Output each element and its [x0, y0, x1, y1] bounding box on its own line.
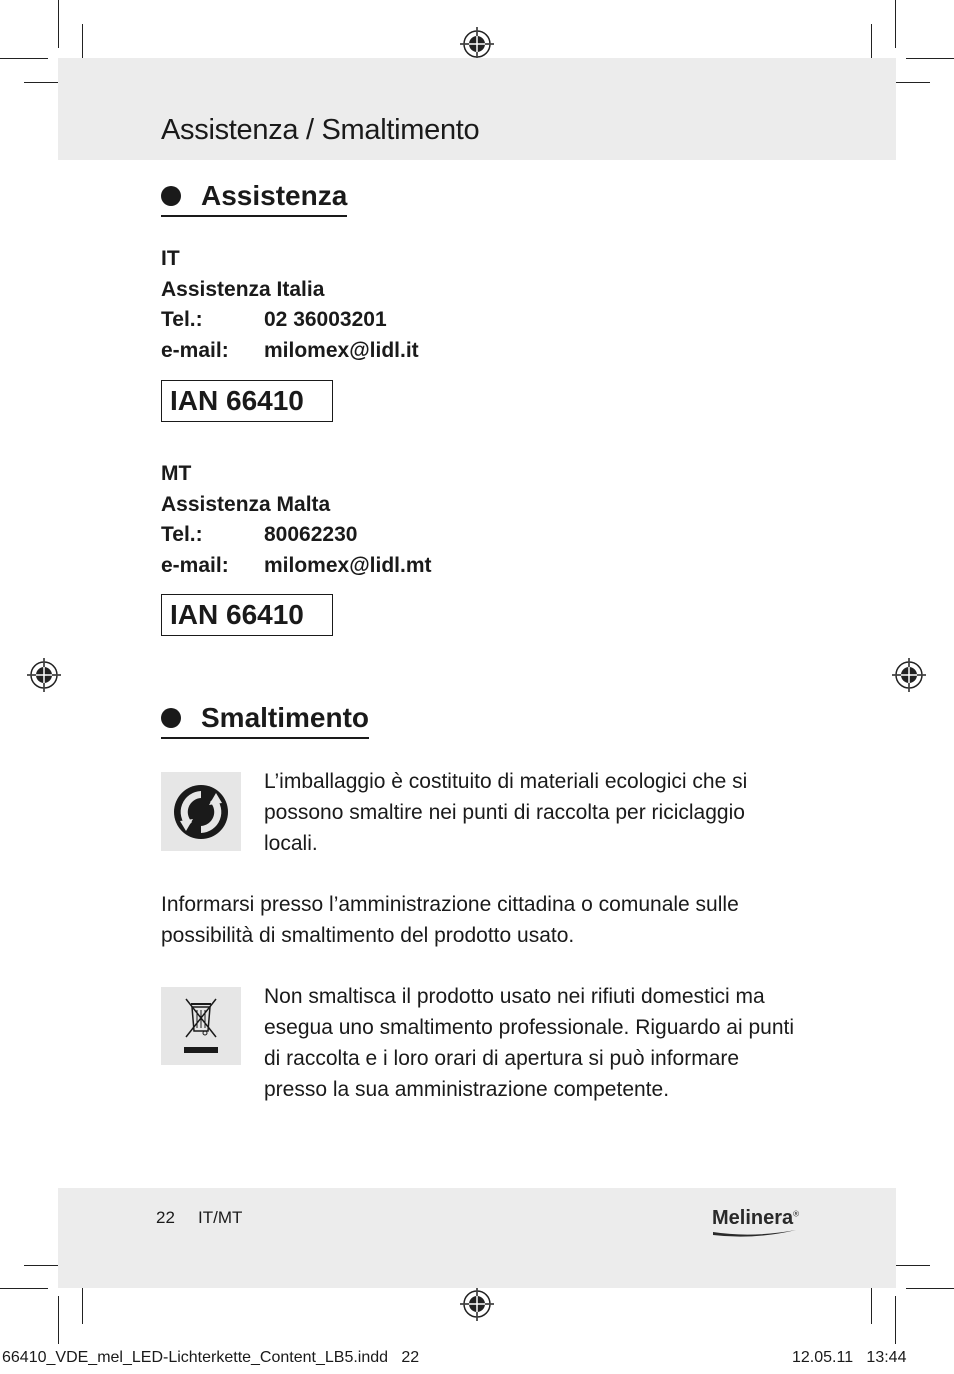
country-code: MT — [161, 462, 192, 485]
bullet-icon — [161, 186, 181, 206]
section-heading-smaltimento — [161, 702, 369, 739]
crop-mark — [906, 1288, 954, 1289]
crop-mark — [890, 1265, 930, 1266]
ian-box: IAN 66410 — [161, 380, 333, 422]
crossed-out-wheelie-bin-icon — [178, 993, 224, 1059]
registration-mark-icon — [892, 658, 926, 692]
brand-logo — [712, 1207, 799, 1230]
contact-block-it — [161, 244, 419, 366]
crop-mark — [906, 58, 954, 59]
email-address: milomex@lidl.it — [264, 338, 419, 362]
brand-swoosh-icon — [712, 1228, 798, 1238]
date-slug: 12.05.11 13:44 — [792, 1349, 907, 1366]
language-code: IT/MT — [198, 1208, 243, 1227]
page-number: 22 — [156, 1208, 175, 1227]
packaging-text: L’imballaggio è costituito di materiali ecologici che si possono smaltire nei punti di raccolta per riciclaggio locali. — [264, 770, 748, 855]
service-name: Assistenza Malta — [161, 492, 331, 516]
recycling-icon-box — [161, 772, 241, 851]
service-name: Assistenza Italia — [161, 277, 325, 301]
file-slug: 66410_VDE_mel_LED-Lichterkette_Content_LB5.indd 22 — [2, 1349, 420, 1366]
page-title: Assistenza / Smaltimento — [161, 114, 480, 146]
crop-mark — [871, 1284, 872, 1324]
email-label: e-mail: — [161, 553, 229, 577]
section-heading-assistenza — [161, 180, 347, 217]
tel-label: Tel.: — [161, 308, 203, 331]
crop-mark — [895, 1296, 896, 1344]
tel-row — [161, 520, 432, 551]
crop-mark — [58, 0, 59, 48]
ian-box: IAN 66410 — [161, 594, 333, 636]
brand-name: Melinera — [712, 1207, 794, 1229]
footer-band — [58, 1188, 896, 1288]
green-dot-recycling-icon — [172, 783, 230, 841]
tel-number: 02 36003201 — [264, 308, 387, 331]
registration-mark-icon — [460, 1287, 494, 1321]
country-code: IT — [161, 247, 180, 270]
crop-mark — [0, 1288, 48, 1289]
email-row — [161, 551, 432, 582]
crop-mark — [890, 82, 930, 83]
tel-row — [161, 305, 419, 336]
section-title: Smaltimento — [201, 702, 370, 733]
crop-mark — [82, 1284, 83, 1324]
tel-number: 80062230 — [264, 523, 358, 546]
registration-mark-icon — [460, 27, 494, 61]
weee-icon-box — [161, 987, 241, 1065]
contact-block-mt — [161, 459, 432, 581]
registered-mark: ® — [793, 1209, 800, 1219]
crop-mark — [58, 1296, 59, 1344]
email-address: milomex@lidl.mt — [264, 553, 432, 577]
crop-mark — [0, 58, 48, 59]
email-row — [161, 336, 419, 367]
bullet-icon — [161, 708, 181, 728]
crop-mark — [895, 0, 896, 48]
email-label: e-mail: — [161, 338, 229, 362]
weee-text: Non smaltisca il prodotto usato nei rifiuti domestici ma esegua uno smaltimento professionale. Riguardo ai punti di raccolta e i loro orari di apertura si può informare presso la sua amministrazione competente. — [264, 985, 794, 1101]
tel-label: Tel.: — [161, 523, 203, 546]
disposal-info-text: Informarsi presso l’amministrazione cittadina o comunale sulle possibilità di smaltimento del prodotto usato. — [161, 893, 739, 947]
registration-mark-icon — [27, 658, 61, 692]
section-title: Assistenza — [201, 180, 348, 211]
